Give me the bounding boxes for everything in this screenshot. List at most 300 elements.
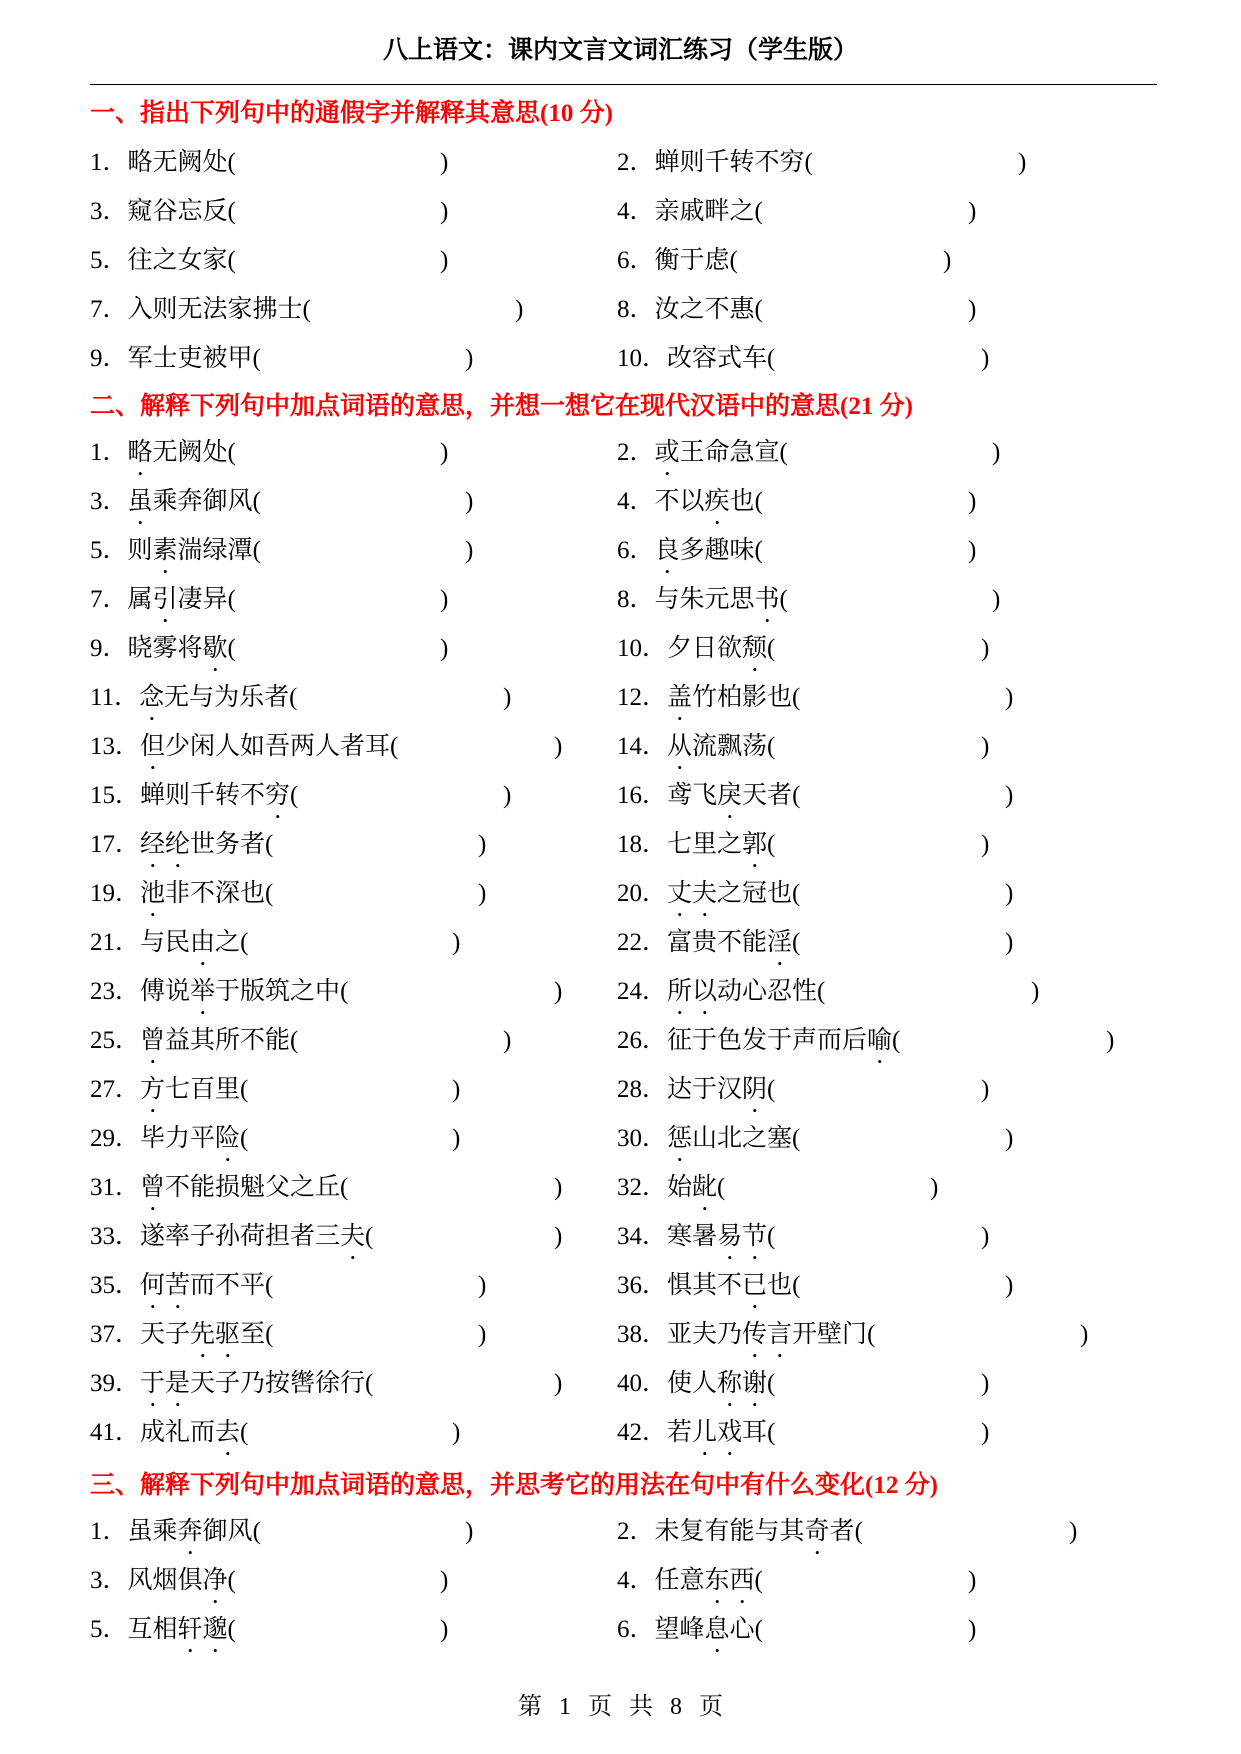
item-number: 13． [90, 733, 141, 760]
answer-blank-open: ( [767, 831, 776, 858]
answer-blank-close: ) [1005, 880, 1014, 907]
item-number: 1． [90, 439, 128, 466]
emphasized-word: 去 [215, 1419, 241, 1446]
emphasized-word: 奇 [804, 1518, 830, 1545]
answer-blank-open: ( [227, 1567, 236, 1594]
item-number: 15． [90, 782, 141, 809]
answer-blank-close: ) [440, 1616, 449, 1643]
emphasized-word: 举 [190, 978, 216, 1005]
exercise-item [617, 1075, 775, 1105]
item-number: 21． [90, 929, 141, 956]
item-number: 28． [617, 1076, 668, 1103]
answer-blank-open: ( [817, 978, 826, 1005]
section-heading: 一、指出下列句中的通假字并解释其意思(10 分) [90, 100, 613, 127]
emphasized-word: 曾 [140, 1174, 166, 1201]
answer-blank-open: ( [365, 1370, 374, 1397]
item-number: 11． [90, 684, 140, 711]
answer-blank-close: ) [503, 782, 512, 809]
answer-blank-close: ) [943, 247, 952, 274]
emphasized-word: 虽 [127, 488, 153, 515]
exercise-item [90, 1369, 373, 1399]
item-number: 34． [617, 1223, 668, 1250]
sentence-text: 不能损魁父之丘 [165, 1174, 341, 1201]
item-number: 9． [90, 345, 128, 372]
emphasized-word: 龀 [692, 1174, 718, 1201]
exercise-item [90, 246, 236, 276]
answer-blank-close: ) [930, 1174, 939, 1201]
answer-blank-open: ( [340, 978, 349, 1005]
item-number: 42． [617, 1419, 668, 1446]
sentence-text: 开壁门 [792, 1321, 868, 1348]
page-number: 第 1 页 共 8 页 [518, 1694, 723, 1720]
answer-blank-open: ( [754, 1616, 763, 1643]
item-number: 1． [90, 149, 128, 176]
answer-blank-close: ) [503, 1027, 512, 1054]
answer-blank-open: ( [892, 1027, 901, 1054]
answer-blank-open: ( [227, 198, 236, 225]
answer-blank-open: ( [290, 1027, 299, 1054]
item-number: 32． [617, 1174, 668, 1201]
section-heading: 三、解释下列句中加点词语的意思，并思考它的用法在句中有什么变化(12 分) [90, 1472, 938, 1499]
answer-blank-open: ( [767, 345, 776, 372]
sentence-text: 世务者 [190, 831, 266, 858]
item-number: 2． [617, 149, 655, 176]
sentence-text: 者 [829, 1518, 855, 1545]
exercise-item [90, 879, 273, 909]
item-number: 35． [90, 1272, 141, 1299]
answer-blank-open: ( [767, 1419, 776, 1446]
item-number: 4． [617, 488, 655, 515]
answer-blank-open: ( [804, 149, 813, 176]
exercise-item [617, 1124, 800, 1154]
exercise-item [90, 1173, 348, 1203]
answer-blank-close: ) [992, 439, 1001, 466]
emphasized-word: 经纶 [140, 831, 191, 858]
sentence-text: 蝉则千转不穷 [654, 149, 805, 176]
answer-blank-open: ( [227, 1616, 236, 1643]
item-number: 8． [617, 296, 655, 323]
sentence-text: 属 [127, 586, 153, 613]
answer-blank-close: ) [478, 1321, 487, 1348]
sentence-text: 窥谷忘反 [127, 198, 228, 225]
exercise-item [90, 732, 398, 762]
exercise-item [90, 536, 261, 566]
emphasized-word: 歇 [202, 635, 228, 662]
answer-blank-close: ) [1106, 1027, 1115, 1054]
emphasized-word: 颓 [742, 635, 768, 662]
emphasized-word: 曾 [140, 1027, 166, 1054]
answer-blank-open: ( [754, 1567, 763, 1594]
answer-blank-close: ) [981, 1419, 990, 1446]
sentence-text: 天子 [140, 1321, 191, 1348]
sentence-text: 寒暑 [667, 1223, 718, 1250]
answer-blank-close: ) [968, 198, 977, 225]
sentence-text: 改容式车 [667, 345, 768, 372]
item-number: 23． [90, 978, 141, 1005]
emphasized-word: 素 [152, 537, 178, 564]
answer-blank-close: ) [1005, 929, 1014, 956]
item-number: 7． [90, 296, 128, 323]
exercise-item [90, 1026, 298, 1056]
sentence-text: 惧其不 [667, 1272, 743, 1299]
emphasized-word: 引 [152, 586, 178, 613]
exercise-item [617, 148, 813, 178]
exercise-item [90, 1418, 248, 1448]
answer-blank-close: ) [465, 537, 474, 564]
answer-blank-open: ( [754, 198, 763, 225]
answer-blank-open: ( [227, 586, 236, 613]
answer-blank-close: ) [968, 1616, 977, 1643]
emphasized-word: 阴 [742, 1076, 768, 1103]
sentence-text: 互相 [127, 1616, 178, 1643]
emphasized-word: 盖 [667, 684, 693, 711]
emphasized-word: 方 [140, 1076, 166, 1103]
answer-blank-close: ) [981, 635, 990, 662]
answer-blank-close: ) [1005, 684, 1014, 711]
sentence-text: 风烟俱 [127, 1567, 203, 1594]
exercise-item [90, 1566, 236, 1596]
sentence-text: 汝之不惠 [654, 296, 755, 323]
answer-blank-close: ) [465, 345, 474, 372]
exercise-item [617, 536, 763, 566]
item-number: 2． [617, 1518, 655, 1545]
emphasized-word: 戾 [717, 782, 743, 809]
answer-blank-close: ) [440, 149, 449, 176]
exercise-item [617, 1173, 725, 1203]
answer-blank-open: ( [390, 733, 399, 760]
sentence-text: 王命急宣 [679, 439, 780, 466]
exercise-item [617, 830, 775, 860]
answer-blank-close: ) [1018, 149, 1027, 176]
emphasized-word: 由 [190, 929, 216, 956]
sentence-text: 山北之塞 [692, 1125, 793, 1152]
exercise-item [90, 197, 236, 227]
answer-blank-close: ) [968, 488, 977, 515]
emphasized-word: 已 [742, 1272, 768, 1299]
section-heading: 二、解释下列句中加点词语的意思，并想一想它在现代汉语中的意思(21 分) [90, 393, 913, 420]
answer-blank-close: ) [1005, 1125, 1014, 1152]
answer-blank-close: ) [440, 247, 449, 274]
sentence-text: 无阙处 [152, 439, 228, 466]
emphasized-word: 略 [127, 439, 153, 466]
sentence-text: 夕日欲 [667, 635, 743, 662]
exercise-item [617, 1517, 863, 1547]
item-number: 14． [617, 733, 668, 760]
item-number: 3． [90, 1567, 128, 1594]
answer-blank-close: ) [478, 831, 487, 858]
sentence-text: 无与为乐者 [164, 684, 290, 711]
emphasized-word: 易节 [717, 1223, 768, 1250]
answer-blank-open: ( [779, 439, 788, 466]
answer-blank-open: ( [365, 1223, 374, 1250]
exercise-item [90, 830, 273, 860]
sentence-text: 鸢飞 [667, 782, 718, 809]
answer-blank-close: ) [981, 1076, 990, 1103]
answer-blank-close: ) [981, 733, 990, 760]
sentence-text: 若 [667, 1419, 693, 1446]
sentence-text: 也 [767, 1272, 793, 1299]
answer-blank-open: ( [854, 1518, 863, 1545]
exercise-item [90, 344, 261, 374]
answer-blank-close: ) [465, 1518, 474, 1545]
sentence-text: 晓雾将 [127, 635, 203, 662]
sentence-text: 至 [240, 1321, 266, 1348]
answer-blank-close: ) [968, 296, 977, 323]
exercise-item [617, 781, 800, 811]
sentence-text: 毕力平 [140, 1125, 216, 1152]
answer-blank-open: ( [754, 296, 763, 323]
answer-blank-close: ) [554, 733, 563, 760]
sentence-text: 于版筑之中 [215, 978, 341, 1005]
answer-blank-open: ( [340, 1174, 349, 1201]
exercise-item [617, 634, 775, 664]
emphasized-word: 穷 [265, 782, 291, 809]
item-number: 12． [617, 684, 668, 711]
sentence-text: 始 [667, 1174, 693, 1201]
item-number: 36． [617, 1272, 668, 1299]
answer-blank-close: ) [981, 345, 990, 372]
item-number: 27． [90, 1076, 141, 1103]
sentence-text: 竹柏影也 [692, 684, 793, 711]
sentence-text: 而不平 [190, 1272, 266, 1299]
answer-blank-open: ( [227, 247, 236, 274]
item-number: 37． [90, 1321, 141, 1348]
answer-blank-open: ( [767, 1370, 776, 1397]
answer-blank-close: ) [1005, 1272, 1014, 1299]
answer-blank-open: ( [779, 586, 788, 613]
item-number: 2． [617, 439, 655, 466]
exercise-item [617, 977, 825, 1007]
emphasized-word: 惩 [667, 1125, 693, 1152]
item-number: 5． [90, 1616, 128, 1643]
answer-blank-open: ( [754, 488, 763, 515]
exercise-item [617, 683, 800, 713]
item-number: 10． [617, 635, 668, 662]
answer-blank-close: ) [440, 586, 449, 613]
answer-blank-close: ) [1069, 1518, 1078, 1545]
exercise-item [90, 1517, 261, 1547]
answer-blank-open: ( [227, 635, 236, 662]
item-number: 38． [617, 1321, 668, 1348]
sentence-text: 御风 [202, 1518, 253, 1545]
answer-blank-close: ) [554, 1174, 563, 1201]
exercise-item [617, 1320, 875, 1350]
sentence-text: 亚夫乃 [667, 1321, 743, 1348]
sentence-text: 亲戚畔之 [654, 198, 755, 225]
emphasized-word: 书 [754, 586, 780, 613]
sentence-text: 也 [729, 488, 755, 515]
exercise-item [90, 148, 236, 178]
answer-blank-open: ( [227, 149, 236, 176]
exercise-item [617, 1369, 775, 1399]
item-number: 40． [617, 1370, 668, 1397]
emphasized-word: 夫 [340, 1223, 366, 1250]
sentence-text: 流飘荡 [692, 733, 768, 760]
item-number: 4． [617, 1567, 655, 1594]
answer-blank-open: ( [240, 1076, 249, 1103]
answer-blank-open: ( [252, 345, 261, 372]
exercise-item [617, 732, 775, 762]
sentence-text: 征于色发于声而后 [667, 1027, 868, 1054]
answer-blank-close: ) [440, 439, 449, 466]
answer-blank-close: ) [554, 1370, 563, 1397]
sentence-text: 与民 [140, 929, 191, 956]
sentence-text: 之冠也 [717, 880, 793, 907]
sentence-text: 任意 [654, 1567, 705, 1594]
item-number: 6． [617, 537, 655, 564]
emphasized-word: 或 [654, 439, 680, 466]
item-number: 20． [617, 880, 668, 907]
item-number: 16． [617, 782, 668, 809]
answer-blank-close: ) [503, 684, 512, 711]
exercise-item [90, 487, 261, 517]
answer-blank-open: ( [240, 1419, 249, 1446]
emphasized-word: 郭 [742, 831, 768, 858]
answer-blank-close: ) [1080, 1321, 1089, 1348]
item-number: 19． [90, 880, 141, 907]
emphasized-word: 先驱 [190, 1321, 241, 1348]
answer-blank-close: ) [554, 978, 563, 1005]
answer-blank-open: ( [767, 1223, 776, 1250]
sentence-text: 湍绿潭 [177, 537, 253, 564]
emphasized-word: 轩邈 [177, 1616, 228, 1643]
answer-blank-open: ( [867, 1321, 876, 1348]
item-number: 3． [90, 488, 128, 515]
exercise-item [617, 487, 763, 517]
answer-blank-open: ( [302, 296, 311, 323]
emphasized-word: 传言 [742, 1321, 793, 1348]
emphasized-word: 于是 [140, 1370, 191, 1397]
answer-blank-open: ( [792, 684, 801, 711]
exercise-item [617, 585, 788, 615]
item-number: 3． [90, 198, 128, 225]
answer-blank-close: ) [981, 1370, 990, 1397]
exercise-item [90, 1124, 248, 1154]
exercise-item [90, 1320, 273, 1350]
sentence-text: 略无阙处 [127, 149, 228, 176]
emphasized-word: 称谢 [717, 1370, 768, 1397]
emphasized-word: 息 [704, 1616, 730, 1643]
answer-blank-open: ( [792, 929, 801, 956]
item-number: 9． [90, 635, 128, 662]
sentence-text: 心 [729, 1616, 755, 1643]
exercise-item [617, 1566, 763, 1596]
answer-blank-open: ( [767, 733, 776, 760]
answer-blank-open: ( [265, 831, 274, 858]
answer-blank-close: ) [452, 1125, 461, 1152]
answer-blank-open: ( [289, 684, 298, 711]
sentence-text: 遂率子孙荷担者三 [140, 1223, 341, 1250]
item-number: 6． [617, 1616, 655, 1643]
answer-blank-close: ) [1031, 978, 1040, 1005]
emphasized-word: 喻 [867, 1027, 893, 1054]
exercise-item [90, 295, 311, 325]
item-number: 30． [617, 1125, 668, 1152]
emphasized-word: 念 [139, 684, 165, 711]
sentence-text: 天者 [742, 782, 793, 809]
sentence-text: 天子乃按辔徐行 [190, 1370, 366, 1397]
answer-blank-close: ) [968, 1567, 977, 1594]
item-number: 1． [90, 1518, 128, 1545]
emphasized-word: 何苦 [140, 1272, 191, 1299]
answer-blank-close: ) [478, 880, 487, 907]
emphasized-word: 池 [140, 880, 166, 907]
exercise-item [617, 1222, 775, 1252]
sentence-text: 七里之 [667, 831, 743, 858]
item-number: 24． [617, 978, 668, 1005]
item-number: 10． [617, 345, 668, 372]
answer-blank-close: ) [1005, 782, 1014, 809]
answer-blank-close: ) [440, 1567, 449, 1594]
sentence-text: 少闲人如吾两人者耳 [165, 733, 391, 760]
emphasized-word: 但 [140, 733, 166, 760]
answer-blank-open: ( [252, 488, 261, 515]
emphasized-word: 淫 [767, 929, 793, 956]
exercise-item [617, 295, 763, 325]
exercise-item [617, 1271, 800, 1301]
sentence-text: 七百里 [165, 1076, 241, 1103]
answer-blank-open: ( [717, 1174, 726, 1201]
item-number: 22． [617, 929, 668, 956]
answer-blank-open: ( [792, 1125, 801, 1152]
answer-blank-close: ) [452, 1076, 461, 1103]
item-number: 18． [617, 831, 668, 858]
answer-blank-open: ( [767, 1076, 776, 1103]
sentence-text: 富贵不能 [667, 929, 768, 956]
sentence-text: 衡于虑 [654, 247, 730, 274]
sentence-text: 益其所不能 [165, 1027, 291, 1054]
exercise-item [90, 683, 297, 713]
sentence-text: 动心忍性 [717, 978, 818, 1005]
emphasized-word: 儿戏 [692, 1419, 743, 1446]
sentence-text: 达于汉 [667, 1076, 743, 1103]
sentence-text: 蝉则千转不 [140, 782, 266, 809]
answer-blank-open: ( [290, 782, 299, 809]
sentence-text: 多趣味 [679, 537, 755, 564]
exercise-item [90, 781, 298, 811]
emphasized-word: 良 [654, 537, 680, 564]
answer-blank-close: ) [981, 831, 990, 858]
answer-blank-open: ( [792, 1272, 801, 1299]
sentence-text: 入则无法家拂士 [127, 296, 303, 323]
answer-blank-close: ) [515, 296, 524, 323]
answer-blank-open: ( [792, 782, 801, 809]
answer-blank-close: ) [992, 586, 1001, 613]
exercise-item [90, 438, 236, 468]
item-number: 29． [90, 1125, 141, 1152]
exercise-item [90, 1075, 248, 1105]
exercise-item [617, 1615, 763, 1645]
answer-blank-close: ) [968, 537, 977, 564]
answer-blank-close: ) [478, 1272, 487, 1299]
sentence-text: 虽乘 [127, 1518, 178, 1545]
sentence-text: 乘奔御风 [152, 488, 253, 515]
exercise-item [617, 438, 788, 468]
item-number: 33． [90, 1223, 141, 1250]
emphasized-word: 险 [215, 1125, 241, 1152]
exercise-item [617, 879, 800, 909]
sentence-text: 凄异 [177, 586, 228, 613]
exercise-item [617, 1418, 775, 1448]
answer-blank-open: ( [240, 1125, 249, 1152]
exercise-item [617, 344, 775, 374]
sentence-text: 未复有能与其 [654, 1518, 805, 1545]
sentence-text: 则 [127, 537, 153, 564]
answer-blank-close: ) [440, 635, 449, 662]
page-title: 八上语文：课内文言文词汇练习（学生版） [382, 37, 858, 64]
item-number: 6． [617, 247, 655, 274]
answer-blank-open: ( [754, 537, 763, 564]
